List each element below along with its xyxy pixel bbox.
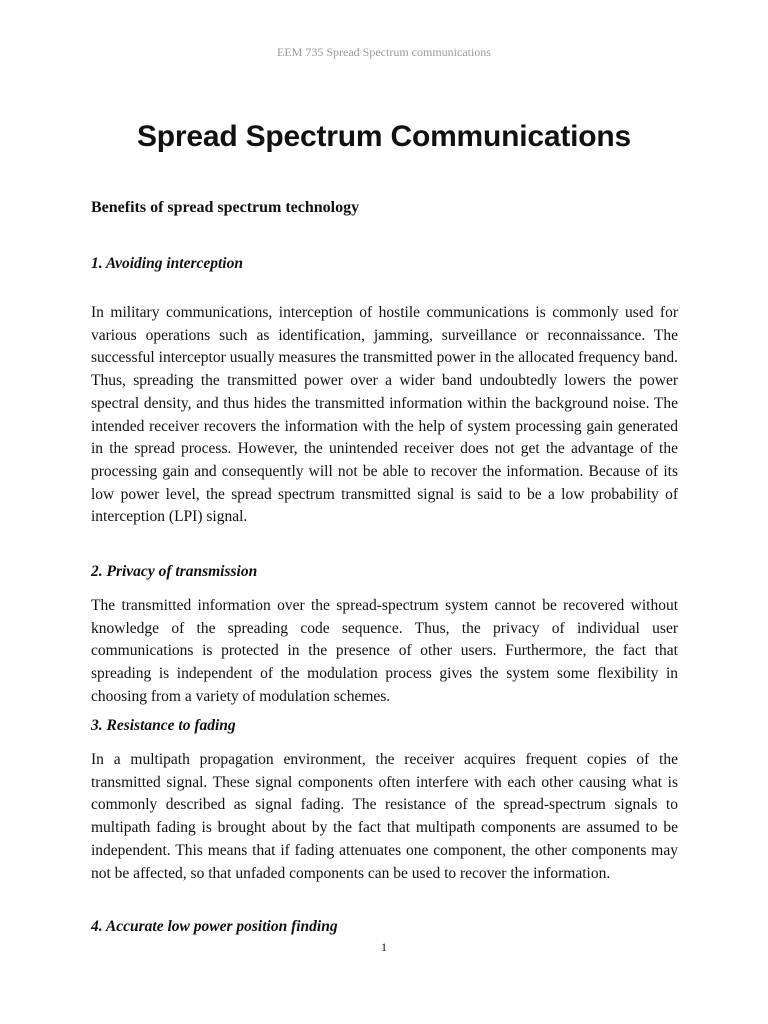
document-subtitle: Benefits of spread spectrum technology: [91, 199, 360, 216]
section-heading-resistance-to-fading: 3. Resistance to fading: [91, 717, 236, 734]
section-paragraph-privacy-of-transmission: The transmitted information over the spread-spectrum system cannot be recovered without knowledge of the spreading code sequence. Thus, the privacy of individual user communications is protected in the presence of other users. Furthermore, the fact that spreading is independent of the modulation process gives the system some flexibility in choosing from a variety of modulation schemes.: [91, 597, 678, 705]
running-header: EEM 735 Spread Spectrum communications: [277, 45, 491, 59]
section-heading-avoiding-interception: 1. Avoiding interception: [91, 255, 243, 272]
section-heading-accurate-low-power-position-finding: 4. Accurate low power position finding: [91, 918, 338, 935]
page-number: 1: [381, 940, 387, 954]
document-title: Spread Spectrum Communications: [136, 120, 632, 153]
section-paragraph-resistance-to-fading: In a multipath propagation environment, the receiver acquires frequent copies of the transmitted signal. These signal components often interfere with each other causing what is commonly described as signal fading. The resistance of the spread-spectrum signals to multipath fading is brought about by the fact that multipath components are assumed to be independent. This means that if fading attenuates one component, the other components may not be affected, so that unfaded components can be used to recover the information.: [91, 751, 678, 882]
section-paragraph-avoiding-interception: In military communications, interception of hostile communications is commonly used for various operations such as identification, jamming, surveillance or reconnaissance. The successful interceptor usually measures the transmitted power in the allocated frequency band. Thus, spreading the transmitted power over a wider band undoubtedly lowers the power spectral density, and thus hides the transmitted information within the background noise. The intended receiver recovers the information with the help of system processing gain generated in the spread process. However, the unintended receiver does not get the advantage of the processing gain and consequently will not be able to recover the information. Because of its low power level, the spread spectrum transmitted signal is said to be a low probability of interception (LPI) signal.: [91, 304, 678, 526]
section-heading-privacy-of-transmission: 2. Privacy of transmission: [91, 563, 258, 580]
